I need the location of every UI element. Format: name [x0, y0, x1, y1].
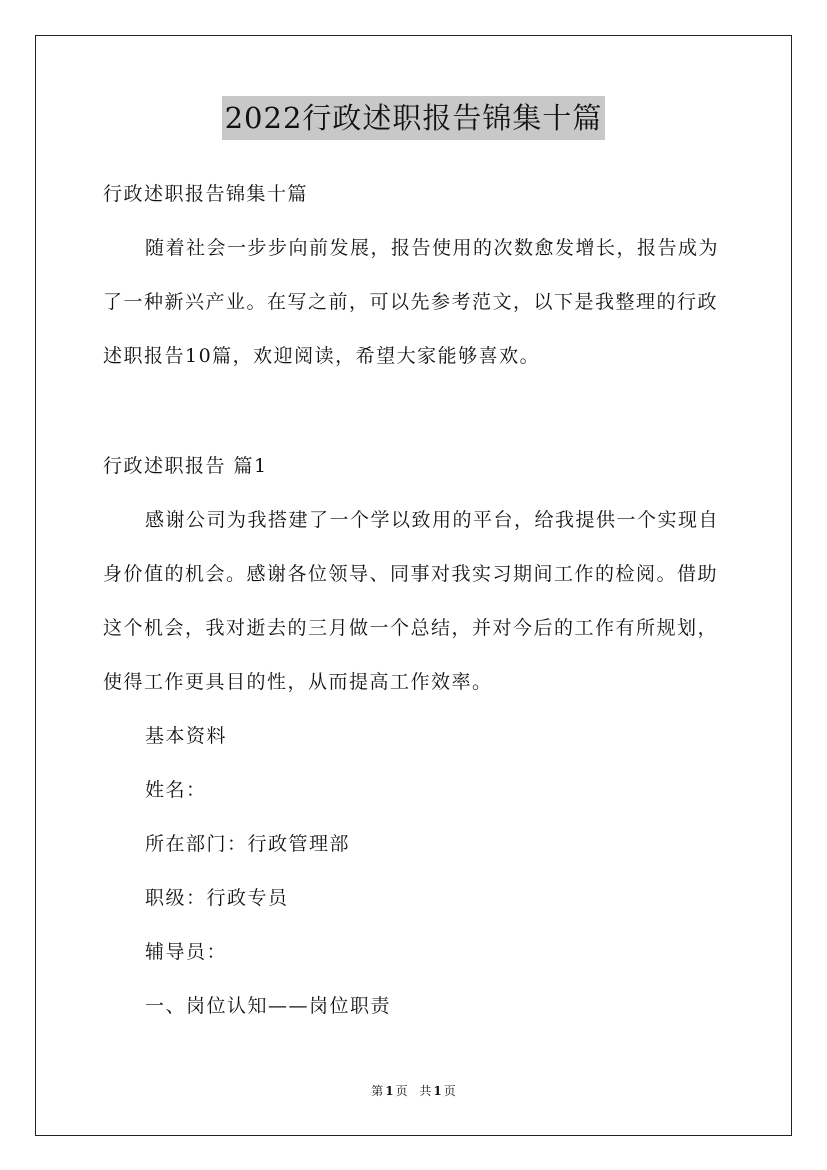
document-subtitle: 行政述职报告锦集十篇 [103, 183, 309, 205]
page-footer [0, 1083, 827, 1099]
page-suffix: 页 [395, 1084, 408, 1098]
field-name: 姓名： [145, 779, 207, 801]
total-indicator [417, 1084, 457, 1098]
body-line-2: 身价值的机会。感谢各位领导、同事对我实习期间工作的检阅。借助 [103, 563, 719, 585]
page-number: 1 [385, 1084, 394, 1098]
field-basic-info: 基本资料 [145, 725, 228, 747]
page-prefix: 第 [371, 1084, 384, 1098]
document-title: 2022行政述职报告锦集十篇 [222, 96, 606, 140]
title-container [0, 96, 827, 140]
intro-line-3: 述职报告10篇，欢迎阅读，希望大家能够喜欢。 [103, 345, 541, 367]
intro-line-2: 了一种新兴产业。在写之前，可以先参考范文，以下是我整理的行政 [103, 291, 719, 313]
body-line-1: 感谢公司为我搭建了一个学以致用的平台，给我提供一个实现自 [145, 509, 720, 531]
total-suffix: 页 [443, 1084, 456, 1098]
total-number: 1 [433, 1084, 442, 1098]
intro-line-1: 随着社会一步步向前发展，报告使用的次数愈发增长，报告成为 [145, 237, 720, 259]
body-line-4: 使得工作更具目的性，从而提高工作效率。 [103, 671, 493, 693]
section-1-heading: 一、岗位认知——岗位职责 [145, 995, 392, 1017]
field-mentor: 辅导员： [145, 941, 228, 963]
body-line-3: 这个机会，我对逝去的三月做一个总结，并对今后的工作有所规划， [103, 617, 719, 639]
section-heading: 行政述职报告 篇1 [103, 455, 268, 477]
field-rank: 职级：行政专员 [145, 887, 289, 909]
page-indicator [369, 1084, 409, 1098]
field-department: 所在部门：行政管理部 [145, 833, 351, 855]
total-prefix: 共 [419, 1084, 432, 1098]
